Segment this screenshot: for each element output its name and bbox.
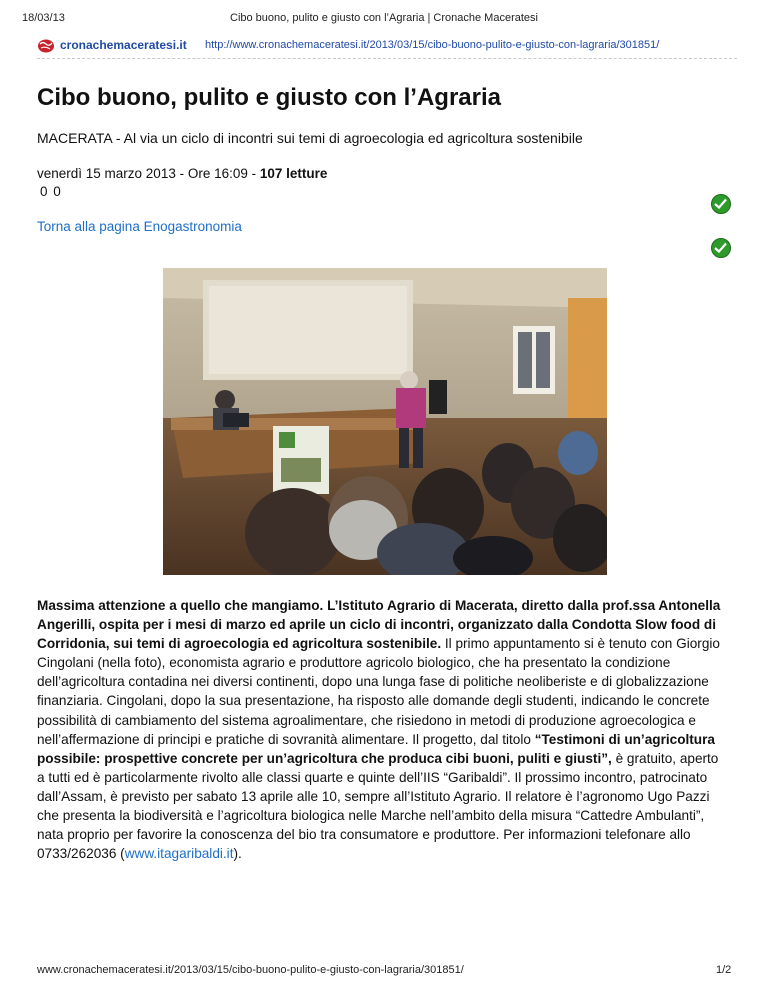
article-lead: Massima attenzione a quello che mangiamo. L’Istituto Agrario di Macerata, diretto dalla prof.ssa Antonella Angerilli, ospita per i mesi di marzo ed aprile un ciclo di incontri, organizzato dalla Condotta Slow food di Corridonia, sui temi di agroecologia ed agricoltura sostenibile. — [37, 598, 721, 652]
article-text: Il primo appuntamento si è tenuto con Giorgio Cingolani (nella foto), economista agrario e produttore agricolo biologico, che ha presentato la condizione dell’agricoltura contadina nei diversi continenti, dopo una lunga fase di politiche neoliberiste e di globalizzazione finanziaria. Cingolani, dopo la sua presentazione, ha risposto alle domande degli studenti, indicando le concrete possibilità di cambiamento del sistema agroalimentare, che risiedono in metodi di produzione agroecologica e nell’affermazione di principi e pratiche di sovranità alimentare. Il progetto, dal titolo — [37, 636, 720, 747]
article-meta — [37, 166, 327, 181]
article-text: ). — [233, 846, 242, 862]
print-footer-url: www.cronachemaceratesi.it/2013/03/15/cibo-buono-pulito-e-giusto-con-lagraria/301851/ — [37, 964, 464, 976]
read-count: 107 letture — [259, 166, 328, 181]
article-text: è gratuito, aperto a tutti ed è particolarmente rivolto alle classi quarte e quinte dell’IIS “Garibaldi”. Il prossimo incontro, patrocinato dall’Assam, è previsto per sabato 13 aprile alle 10, sempre all’Istituto Agrario. Il relatore è l’agronomo Ugo Pazzi che presenta la biodiversità e l’agricoltura biologica nelle Marche nell’ambito della misura “Cattedre Ambulanti”, nata proprio per favorire la conoscenza del bio tra consumatore e produttore. Per informazioni telefonare allo 0733/262036 ( — [37, 750, 719, 862]
print-date: 18/03/13 — [22, 12, 65, 24]
project-title: “Testimoni di un’agricoltura possibile: prospettive concrete per un’agricoltura che produca cibi buoni, puliti e giusti”, — [37, 731, 715, 766]
article-url-link[interactable]: http://www.cronachemaceratesi.it/2013/03/15/cibo-buono-pulito-e-giusto-con-lagraria/301851/ — [205, 39, 660, 51]
brand-bar — [37, 36, 737, 59]
school-website-link[interactable]: www.itagaribaldi.it — [124, 846, 234, 862]
article-title: Cibo buono, pulito e giusto con l’Agraria — [37, 84, 501, 111]
print-page-number: 1/2 — [716, 964, 732, 976]
article-subtitle: MACERATA - Al via un ciclo di incontri sui temi di agroecologia ed agricoltura sostenibile — [37, 130, 583, 146]
article-photo — [163, 268, 607, 575]
back-to-section-link[interactable]: Torna alla pagina Enogastronomia — [37, 219, 242, 234]
globe-logo-icon — [37, 38, 55, 53]
print-page-title: Cibo buono, pulito e giusto con l’Agraria | Cronache Maceratesi — [230, 12, 538, 24]
article-date: venerdì 15 marzo 2013 - Ore 16:09 - — [37, 166, 260, 181]
site-brand-link[interactable]: cronachemaceratesi.it — [60, 38, 187, 52]
article-body — [37, 596, 729, 863]
check-circle-icon — [711, 238, 731, 258]
social-counts: 0 0 — [40, 184, 62, 199]
check-circle-icon — [711, 194, 731, 214]
